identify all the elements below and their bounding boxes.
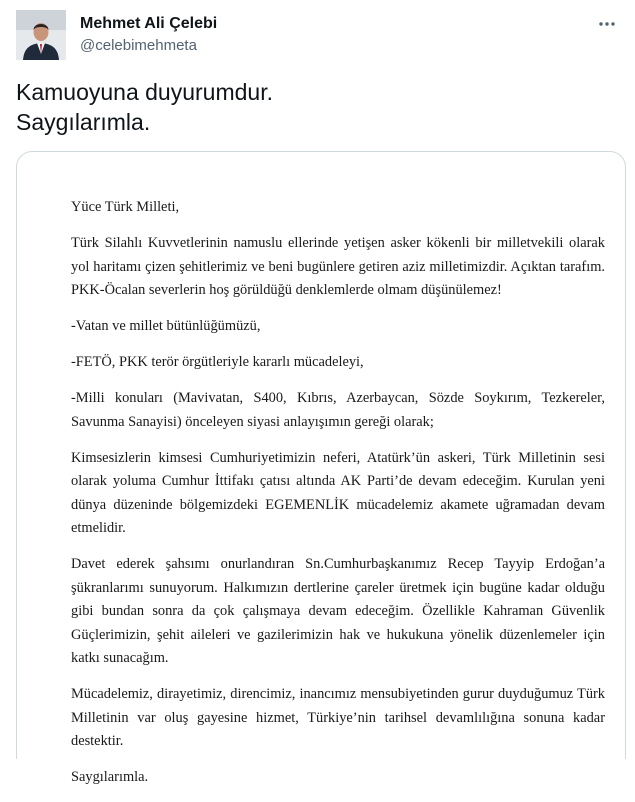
letter-greeting: Yüce Türk Milleti, bbox=[71, 199, 180, 215]
tweet-text bbox=[16, 77, 616, 137]
user-handle[interactable]: @celebimehmeta bbox=[80, 37, 197, 54]
tweet-media-image[interactable] bbox=[16, 151, 626, 785]
user-info bbox=[80, 14, 217, 56]
more-options-button[interactable] bbox=[595, 12, 619, 36]
tweet-header bbox=[16, 10, 619, 66]
tweet-text-line: Kamuoyuna duyurumdur. bbox=[16, 79, 273, 105]
letter-closing: Saygılarımla. bbox=[71, 769, 149, 785]
profile-photo-icon bbox=[16, 10, 66, 60]
letter-paragraph: Davet ederek şahsımı onurlandıran Sn.Cumhurbaşkanımız Recep Tayyip Erdoğan’a şükranlarımı sunuyorum. Halkımızın dertlerine çareler üretmek için bugüne kadar olduğu gibi bundan sonra da çok çalışmaya devam edeceğim. Özellikle Kahraman Güvenlik Güçlerimizin, şehit aileleri ve gazilerimizin hak ve hukukuna yönelik düzenlemeler için katkı sunacağım. bbox=[71, 556, 605, 666]
display-name[interactable]: Mehmet Ali Çelebi bbox=[80, 15, 218, 32]
letter-paragraph: Türk Silahlı Kuvvetlerinin namuslu ellerinde yetişen asker kökenli bir milletvekili olarak yol haritamı çizen şehitlerimiz ve beni bugünlere getiren aziz milletimizdir. Açıktan tarafım. PKK-Öcalan severlerin hoş görüldüğü denklemlerde olmam düşünülemez! bbox=[71, 235, 605, 298]
avatar[interactable] bbox=[16, 10, 66, 60]
more-options-icon bbox=[597, 14, 617, 34]
letter-document bbox=[71, 196, 605, 802]
letter-paragraph: -Milli konuları (Mavivatan, S400, Kıbrıs, Azerbaycan, Sözde Soykırım, Tezkereler, Savunma Sanayisi) önceleyen siyasi anlayışımın gereği olarak; bbox=[71, 390, 605, 430]
letter-paragraph: -FETÖ, PKK terör örgütleriyle kararlı mücadeleyi, bbox=[71, 354, 364, 370]
letter-paragraph: -Vatan ve millet bütünlüğümüzü, bbox=[71, 318, 261, 334]
letter-paragraph: Mücadelemiz, dirayetimiz, direncimiz, inancımız mensubiyetinden gurur duyduğumuz Türk Milletinin var oluş gayesine hizmet, Türkiye’nin tarihsel devamlılığına sonuna kadar destektir. bbox=[71, 686, 605, 749]
tweet-text-line: Saygılarımla. bbox=[16, 109, 151, 135]
letter-paragraph: Kimsesizlerin kimsesi Cumhuriyetimizin neferi, Atatürk’ün askeri, Türk Milletinin sesi olarak yoluma Cumhur İttifakı çatısı altında AK Parti’de devam edeceğim. Kurulan yeni dünya düzeninde bölgemizdeki EGEMENLİK mücadelemiz akamete uğramadan devam etmelidir. bbox=[71, 449, 605, 536]
